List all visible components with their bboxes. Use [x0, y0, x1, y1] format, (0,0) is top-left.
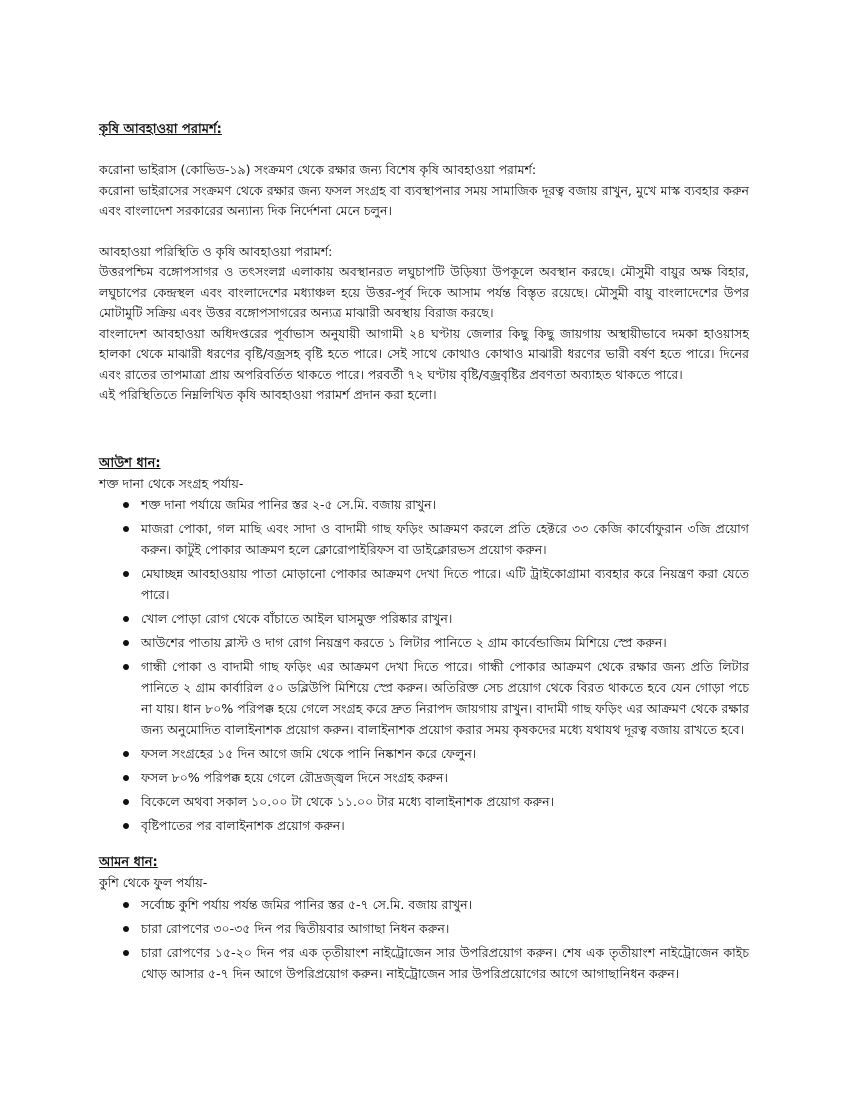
bullet-icon: [123, 926, 129, 932]
bullet-icon: [123, 799, 129, 805]
list-item: [99, 656, 749, 740]
list-item-text: ফসল ৮০% পরিপক্ক হয়ে গেলে রৌদ্রজ্জ্বল দিনে সংগ্রহ করুন।: [141, 770, 448, 785]
bullet-icon: [123, 502, 129, 508]
list-item-text: ফসল সংগ্রহের ১৫ দিন আগে জমি থেকে পানি নিষ্কাশন করে ফেলুন।: [141, 746, 477, 761]
list-item: [99, 791, 749, 812]
list-item: [99, 632, 749, 653]
bullet-icon: [123, 616, 129, 622]
bullet-icon: [123, 775, 129, 781]
list-item-text: গান্ধী পোকা ও বাদামী গাছ ফড়িং এর আক্রমণ দেখা দিতে পারে। গান্ধী পোকার আক্রমণ থেকে রক্ষার জন্য প্রতি লিটার পানিতে ২ গ্রাম কার্বারিল ৫০ ডব্লিউপি মিশিয়ে স্প্রে করুন। অতিরিক্ত সেচ প্রয়োগ থেকে বিরত থাকতে হবে যেন গোড়া পচে না যায়। ধান ৮০% পরিপক্ক হয়ে গেলে সংগ্রহ করে দ্রুত নিরাপদ জায়গায় রাখুন। বাদামী গাছ ফড়িং এর আক্রমণ থেকে রক্ষার জন্য অনুমোদিত বালাইনাশক প্রয়োগ করুন। বালাইনাশক প্রয়োগ করার সময় কৃষকদের মধ্যে যথাযথ দূরত্ব বজায় রাখতে হবে।: [141, 659, 749, 737]
document-content: [99, 120, 749, 987]
list-item: [99, 918, 749, 939]
list-item: [99, 894, 749, 915]
list-item: [99, 942, 749, 984]
bullet-icon: [123, 664, 129, 670]
weather-paragraph-1: উত্তরপশ্চিম বঙ্গোপসাগর ও তৎসংলগ্ন এলাকায় অবস্থানরত লঘুচাপটি উড়িষ্যা উপকূলে অবস্থান করছে। মৌসুমী বায়ুর অক্ষ বিহার, লঘুচাপের কেন্দ্রস্থল এবং বাংলাদেশের মধ্যাঞ্চল হয়ে উত্তর-পূর্ব দিকে আসাম পর্যন্ত বিস্তৃত রয়েছে। মৌসুমী বায়ু বাংলাদেশের উপর মোটামুটি সক্রিয় এবং উত্তর বঙ্গোপসাগরের অন্যত্র মাঝারী অবস্থায় বিরাজ করছে।: [99, 264, 749, 320]
list-item: [99, 608, 749, 629]
list-item-text: বিকেলে অথবা সকাল ১০.০০ টা থেকে ১১.০০ টার মধ্যে বালাইনাশক প্রয়োগ করুন।: [141, 794, 555, 809]
bullet-icon: [123, 526, 129, 532]
weather-paragraph-2: বাংলাদেশ আবহাওয়া অধিদপ্তরের পূর্বাভাস অনুযায়ী আগামী ২৪ ঘণ্টায় জেলার কিছু কিছু জায়গায় অস্থায়ীভাবে দমকা হাওয়াসহ হালকা থেকে মাঝারী ধরণের বৃষ্টি/বজ্রসহ বৃষ্টি হতে পারে। সেই সাথে কোথাও কোথাও মাঝারী ধরণের ভারী বর্ষণ হতে পারে। দিনের এবং রাতের তাপমাত্রা প্রায় অপরিবর্তিত থাকতে পারে। পরবর্তী ৭২ ঘণ্টায় বৃষ্টি/বজ্রবৃষ্টির প্রবণতা অব্যাহত থাকতে পারে।: [99, 325, 749, 382]
covid-advisory-title: করোনা ভাইরাস (কোভিড-১৯) সংক্রমণ থেকে রক্ষার জন্য বিশেষ কৃষি আবহাওয়া পরামর্শ:: [99, 162, 537, 177]
aus-stage-label: শক্ত দানা থেকে সংগ্রহ পর্যায়-: [99, 475, 244, 491]
bullet-icon: [123, 950, 129, 956]
list-item: [99, 815, 749, 836]
bullet-icon: [123, 751, 129, 757]
aus-rice-heading: আউশ ধান:: [99, 455, 161, 471]
aman-stage-label: কুশি থেকে ফুল পর্যায়-: [99, 875, 208, 890]
bullet-icon: [123, 640, 129, 646]
bullet-icon: [123, 823, 129, 829]
aman-advice-list: [99, 894, 749, 984]
list-item-text: বৃষ্টিপাতের পর বালাইনাশক প্রয়োগ করুন।: [141, 818, 345, 833]
weather-section-title: আবহাওয়া পরিস্থিতি ও কৃষি আবহাওয়া পরামর্শ:: [99, 243, 333, 259]
list-item-text: চারা রোপণের ৩০-৩৫ দিন পর দ্বিতীয়বার আগাছা নিধন করুন।: [141, 920, 450, 936]
bullet-icon: [123, 571, 129, 577]
list-item-text: শক্ত দানা পর্যায়ে জমির পানির স্তর ২-৫ সে.মি. বজায় রাখুন।: [141, 497, 437, 512]
list-item: [99, 494, 749, 515]
list-item: [99, 563, 749, 605]
covid-advisory-body: করোনা ভাইরাসের সংক্রমণ থেকে রক্ষার জন্য ফসল সংগ্রহ বা ব্যবস্থাপনার সময় সামাজিক দূরত্ব বজায় রাখুন, মুখে মাস্ক ব্যবহার করুন এবং বাংলাদেশ সরকারের অন্যান্য দিক নির্দেশনা মেনে চলুন।: [99, 182, 749, 218]
list-item: [99, 767, 749, 788]
list-item-text: সর্বোচ্চ কুশি পর্যায় পর্যন্ত জমির পানির স্তর ৫-৭ সে.মি. বজায় রাখুন।: [141, 896, 473, 912]
list-item-text: আউশের পাতায় ব্লাস্ট ও দাগ রোগ নিয়ন্ত্রণ করতে ১ লিটার পানিতে ২ গ্রাম কার্বেন্ডাজিম মিশিয়ে স্প্রে করুন।: [141, 635, 667, 650]
list-item: [99, 743, 749, 764]
weather-paragraph-3: এই পরিস্থিতিতে নিম্নলিখিত কৃষি আবহাওয়া পরামর্শ প্রদান করা হলো।: [99, 387, 437, 402]
page-title: কৃষি আবহাওয়া পরামর্শ:: [99, 122, 222, 137]
bullet-icon: [123, 902, 129, 908]
list-item-text: চারা রোপণের ১৫-২০ দিন পর এক তৃতীয়াংশ নাইট্রোজেন সার উপরিপ্রয়োগ করুন। শেষ এক তৃতীয়াংশ নাইট্রোজেন কাইচ থোড় আসার ৫-৭ দিন আগে উপরিপ্রয়োগ করুন। নাইট্রোজেন সার উপরিপ্রয়োগের আগে আগাছানিধন করুন।: [141, 944, 749, 981]
list-item: [99, 518, 749, 560]
aus-advice-list: [99, 494, 749, 836]
list-item-text: খোল পোড়া রোগ থেকে বাঁচাতে আইল ঘাসমুক্ত পরিষ্কার রাখুন।: [141, 611, 453, 626]
aman-rice-heading: আমন ধান:: [99, 855, 158, 870]
list-item-text: মেঘাচ্ছন্ন আবহাওয়ায় পাতা মোড়ানো পোকার আক্রমণ দেখা দিতে পারে। এটি ট্রাইকোগ্রামা ব্যবহার করে নিয়ন্ত্রণ করা যেতে পারে।: [141, 566, 749, 602]
list-item-text: মাজরা পোকা, গল মাছি এবং সাদা ও বাদামী গাছ ফড়িং আক্রমণ করলে প্রতি হেক্টরে ৩৩ কেজি কার্বোফুরান ৩জি প্রয়োগ করুন। কাটুই পোকার আক্রমণ হলে ক্লোরোপাইরিফস বা ডাইক্লোরভস প্রয়োগ করুন।: [141, 521, 749, 557]
